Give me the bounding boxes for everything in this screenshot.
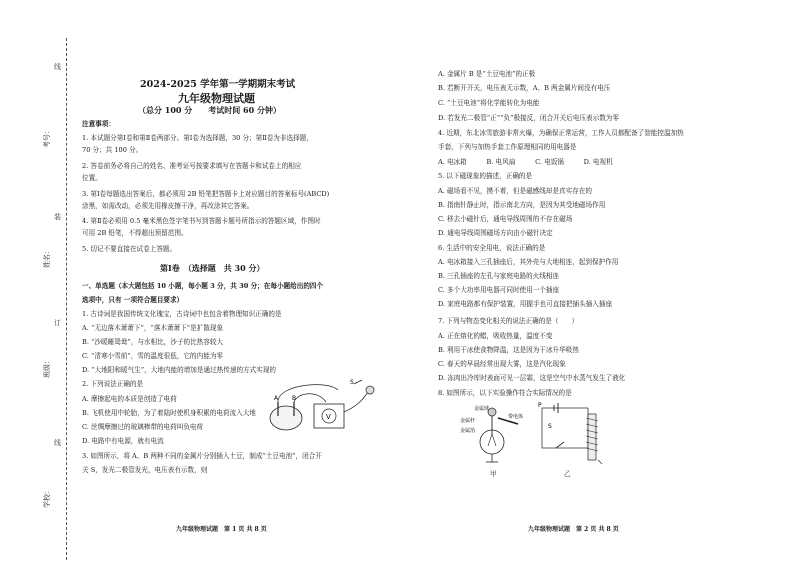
label-s: S xyxy=(350,379,354,386)
binding-mark-line-2: 线 xyxy=(54,439,61,447)
notice-line-4: 位置。 xyxy=(82,174,102,182)
notice-line-3: 2. 答卷前务必将自己的姓名、准考证号按要求填写在答题卡和试卷上的相应 xyxy=(82,162,302,170)
section-1-title: 第Ⅰ卷 （选择题 共 30 分） xyxy=(160,263,265,273)
notice-line-6: 涂黑，如需改动，必须先用橡皮擦干净，再改涂其它答案。 xyxy=(82,202,254,210)
question-6-option-d: D. 家庭电路都有保护装置，用握手也可直接把插头插入插座 xyxy=(438,300,613,308)
potato-battery-figure xyxy=(268,376,388,440)
notice-line-1: 1. 本试题分第Ⅰ卷和第Ⅱ卷两部分。第Ⅰ卷为选择题，30 分；第Ⅱ卷为非选择题， xyxy=(82,134,313,142)
question-5: 5. 以下磁现象的描述，正确的是 xyxy=(438,172,533,180)
label-voltmeter: V xyxy=(326,413,331,421)
question-7-option-b: B. 利用干冰使食物降温，这是因为干冰升华吸热 xyxy=(438,346,579,354)
footer-right: 九年级物理试题 第 2 页 共 8 页 xyxy=(528,526,619,533)
question-3-option-c: C. “土豆电池”将化学能转化为电能 xyxy=(438,99,540,107)
notice-line-2: 70 分；共 100 分。 xyxy=(82,146,143,154)
footer-left: 九年级物理试题 第 1 页 共 8 页 xyxy=(176,526,267,533)
question-1-option-b: B. “沙暖睡鸳鸯”，与水相比，沙子的比热容较大 xyxy=(82,338,224,346)
label-a: A xyxy=(274,395,279,402)
side-label-exam-number: 考号： xyxy=(43,127,51,148)
label-foil: 金属箔 xyxy=(460,428,476,434)
question-2: 2. 下列说法正确的是 xyxy=(82,380,144,388)
question-7-option-a: A. 正在熔化的蜡，吸收热量，温度不变 xyxy=(438,332,553,340)
notice-line-9: 5. 切记不要直接在试卷上答题。 xyxy=(82,245,177,253)
part-1-title-cont: 选项中，只有 一项符合题目要求） xyxy=(82,296,184,304)
metal-ball xyxy=(488,408,496,416)
side-label-class: 班级： xyxy=(43,357,51,378)
question-5-option-d: D. 通电导线周围磁场方向由小磁针决定 xyxy=(438,229,553,237)
question-3: 3. 如图所示，将 A、B 两种不同的金属片分别插入土豆，制成“土豆电池”，闭合开 xyxy=(82,452,322,460)
question-3-cont: 关 S，发光二极管发光，电压表有示数，则 xyxy=(82,466,208,474)
question-2-option-b: B. 飞机使用中轮胎，为了着陆时使机身积累的电荷流入大地 xyxy=(82,409,256,417)
side-label-name: 姓名： xyxy=(43,247,51,268)
question-6-option-b: B. 三孔插座的左孔与家庭电路的火线相连 xyxy=(438,272,560,280)
question-1: 1. 古诗词是我国传统文化瑰宝，古诗词中也包含着物理知识正确的是 xyxy=(82,310,282,318)
label-b: B xyxy=(292,395,297,402)
exam-title: 2024-2025 学年第一学期期末考试 xyxy=(140,79,296,90)
led xyxy=(366,386,374,394)
subject-title: 九年级物理试题 xyxy=(178,92,255,105)
question-6-option-a: A. 电冰箱接入三孔插座后，其外壳与大地相连，起到保护作用 xyxy=(438,258,619,266)
binding-mark-order: 订 xyxy=(54,319,61,327)
question-4-cont: 手套，下列与加热手套工作原理相同的用电器是 xyxy=(438,143,577,151)
question-2-option-a: A. 摩擦起电的本质是创造了电荷 xyxy=(82,395,177,403)
question-4: 4. 近期，东北冰雪旅游非常火爆，为确保正常运营，工作人员都配备了智能控温加热 xyxy=(438,129,684,137)
binding-mark-line-1: 线 xyxy=(54,63,61,71)
label-rod: 金属杆 xyxy=(460,418,476,424)
question-7: 7. 下列与物态变化相关的说法正确的是（ ） xyxy=(438,317,579,325)
question-1-option-c: C. “清寒小雪前”，雪的温度很低，它的内能为零 xyxy=(82,352,224,360)
notice-line-7: 4. 第Ⅱ卷必须用 0.5 毫米黑色签字笔书写到答题卡题号所指示的答题区域，作图时 xyxy=(82,217,321,225)
label-ball: 金属球 xyxy=(474,406,490,412)
question-1-option-d: D. “大地阳和暖气生”，大地内能的增加是通过热传递的方式实现的 xyxy=(82,366,277,374)
side-label-school: 学校： xyxy=(43,487,51,508)
question-2-option-c: C. 丝绸摩擦过的玻璃棒带的电荷叫负电荷 xyxy=(82,423,204,431)
question-2-option-d: D. 电路中有电源，就有电流 xyxy=(82,437,164,445)
question-6-option-c: C. 多个大功率用电器可同时使用一个插座 xyxy=(438,286,560,294)
binding-mark-bind: 装 xyxy=(54,213,61,221)
electroscope-figure xyxy=(460,404,530,468)
binding-line xyxy=(66,38,67,560)
potato-shape xyxy=(270,406,302,430)
notice-line-8: 可用 2B 铅笔，不得超出预留范围。 xyxy=(82,229,188,237)
notice-line-5: 3. 第Ⅰ卷每题选出答案后，都必须用 2B 铅笔把答题卡上对应题目的答案标号(ABCD) xyxy=(82,190,330,198)
label-p: P xyxy=(538,402,542,409)
part-1-title: 一、单选题（本大题包括 10 小题，每小题 3 分，共 30 分；在每小题给出的四个 xyxy=(82,282,324,290)
question-4-options: A. 电冰箱 B. 电风扇 C. 电饭锅 D. 电视机 xyxy=(438,158,613,166)
question-3-option-a: A. 金属片 B 是“土豆电池”的正极 xyxy=(438,70,536,78)
question-3-option-d: D. 若发光二极管“正”“负”极接反，闭合开关后电压表示数为零 xyxy=(438,114,619,122)
question-6: 6. 生活中的安全用电，说法正确的是 xyxy=(438,244,546,252)
question-7-option-d: D. 冻肉出冷库时表面可见一层霜，这是空气中水蒸气发生了液化 xyxy=(438,374,626,382)
question-5-option-b: B. 指南针静止时，指示南北方向，是因为其受地磁场作用 xyxy=(438,201,606,209)
label-switch: S xyxy=(548,423,552,430)
label-charged-body: 带电体 xyxy=(508,414,524,420)
question-7-option-c: C. 春天的早晨经常出现大雾，这是汽化现象 xyxy=(438,360,566,368)
question-1-option-a: A. “无边落木萧萧下”，“落木萧萧下”是扩散现象 xyxy=(82,324,224,332)
question-5-option-a: A. 磁场看不见，摸不着，但是磁感线却是真实存在的 xyxy=(438,187,593,195)
electromagnet-figure xyxy=(534,402,606,466)
question-3-option-b: B. 若断开开关，电压表无示数，A、B 两金属片间没有电压 xyxy=(438,84,611,92)
notice-title: 注意事项： xyxy=(82,120,115,128)
question-8: 8. 如图所示，以下实验操作符合实际情况的是 xyxy=(438,389,572,397)
question-5-option-c: C. 移去小磁针后，通电导线周围的不存在磁场 xyxy=(438,215,573,223)
figure-label-yi: 乙 xyxy=(564,470,571,478)
figure-label-jia: 甲 xyxy=(490,470,497,478)
exam-meta: （总分 100 分 考试时间 60 分钟） xyxy=(138,105,281,115)
